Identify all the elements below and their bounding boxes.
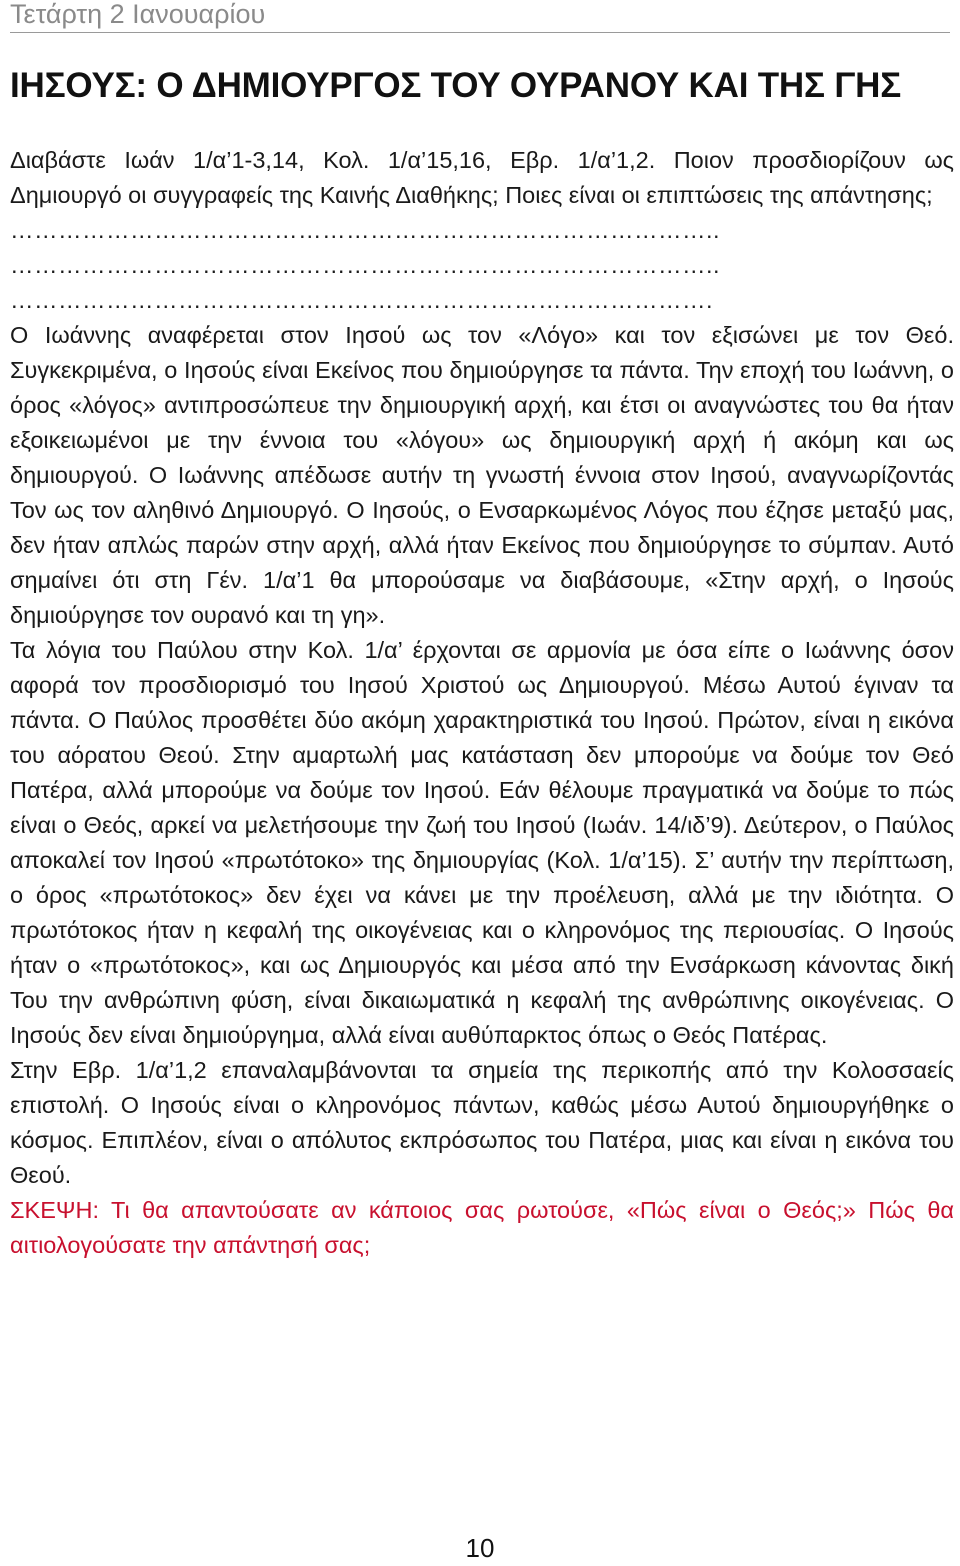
lesson-date: Τετάρτη 2 Ιανουαρίου (10, 0, 266, 29)
commentary-paragraph-3: Στην Εβρ. 1/α’1,2 επαναλαμβάνονται τα σημεία της περικοπής από την Κολοσσαείς επιστολή. Ο Ιησούς είναι ο κληρονόμος πάντων, καθώς μέσω Αυτού δημιουργήθηκε ο κόσμος. Επιπλέον, είναι ο απόλυτος εκπρόσωπος του Πατέρα, μιας και είναι η εικόνα του Θεού. (10, 1057, 954, 1188)
page-number: 10 (465, 1533, 495, 1563)
study-question: Διαβάστε Ιωάν 1/α’1-3,14, Κολ. 1/α’15,16, Εβρ. 1/α’1,2. Ποιον προσδιορίζουν ως Δημιουργό οι συγγραφείς της Καινής Διαθήκης; Ποιες είναι οι επιπτώσεις της απάντησης; (10, 147, 954, 208)
lesson-body (10, 143, 954, 1263)
commentary-paragraph-1: Ο Ιωάννης αναφέρεται στον Ιησού ως τον «Λόγο» και τον εξισώνει με τον Θεό. Συγκεκριμένα, ο Ιησούς είναι Εκείνος που δημιούργησε τα πάντα. Την εποχή του Ιωάννη, ο όρος «λόγος» αντιπροσώπευε την δημιουργική αρχή, και έτσι οι αναγνώστες του θα ήταν εξοικειωμένοι με την έννοια του «λόγου» ως δημιουργική αρχή ή ακόμη και ως δημιουργού. Ο Ιωάννης απέδωσε αυτήν τη γνωστή έννοια στον Ιησού, αναγνωρίζοντάς Τον ως τον αληθινό Δημιουργό. Ο Ιησούς, ο Ενσαρκωμένος Λόγος που έζησε μεταξύ μας, δεν ήταν απλώς παρών στην αρχή, αλλά ήταν Εκείνος που δημιούργησε το σύμπαν. Αυτό σημαίνει ότι στη Γέν. 1/α’1 θα μπορούσαμε να διαβάσουμε, «Στην αρχή, ο Ιησούς δημιούργησε τον ουρανό και τη γη». (10, 322, 954, 628)
answer-line-2: …………………………………………………………………………….. (10, 252, 721, 278)
lesson-title: ΙΗΣΟΥΣ: Ο ΔΗΜΙΟΥΡΓΟΣ ΤΟΥ ΟΥΡΑΝΟΥ ΚΑΙ ΤΗΣ ΓΗΣ (10, 66, 902, 105)
answer-line-1: …………………………………………………………………………….. (10, 217, 721, 243)
reflection-question: ΣΚΕΨΗ: Τι θα απαντούσατε αν κάποιος σας ρωτούσε, «Πώς είναι ο Θεός;» Πώς θα αιτιολογούσατε την απάντησή σας; (10, 1197, 954, 1258)
header-divider (10, 32, 950, 33)
answer-line-3: ……………………………………………………………………………. (10, 287, 714, 313)
commentary-paragraph-2: Τα λόγια του Παύλου στην Κολ. 1/α’ έρχονται σε αρμονία με όσα είπε ο Ιωάννης όσον αφορά τον προσδιορισμό του Ιησού Χριστού ως Δημιουργού. Μέσω Αυτού έγιναν τα πάντα. Ο Παύλος προσθέτει δύο ακόμη χαρακτηριστικά του Ιησού. Πρώτον, είναι η εικόνα του αόρατου Θεού. Στην αμαρτωλή μας κατάσταση δεν μπορούμε να δούμε τον Θεό Πατέρα, αλλά μπορούμε να δούμε τον Ιησού. Εάν θέλουμε πραγματικά να δούμε το πώς είναι ο Θεός, αρκεί να μελετήσουμε την ζωή του Ιησού (Ιωάν. 14/ιδ’9). Δεύτερον, ο Παύλος αποκαλεί τον Ιησού «πρωτότοκο» της δημιουργίας (Κολ. 1/α’15). Σ’ αυτήν την περίπτωση, ο όρος «πρωτότοκος» δεν έχει να κάνει με την προέλευση, αλλά με την ιδιότητα. Ο πρωτότοκος ήταν η κεφαλή της οικογένειας και ο κληρονόμος της περιουσίας. Ο Ιησούς ήταν ο «πρωτότοκος», και ως Δημιουργός και μέσα από την Ενσάρκωση κάνοντας δική Του την ανθρώπινη φύση, είναι δικαιωματικά η κεφαλή της ανθρώπινης οικογένειας. Ο Ιησούς δεν είναι δημιούργημα, αλλά είναι αυθύπαρκτος όπως ο Θεός Πατέρας. (10, 637, 954, 1048)
